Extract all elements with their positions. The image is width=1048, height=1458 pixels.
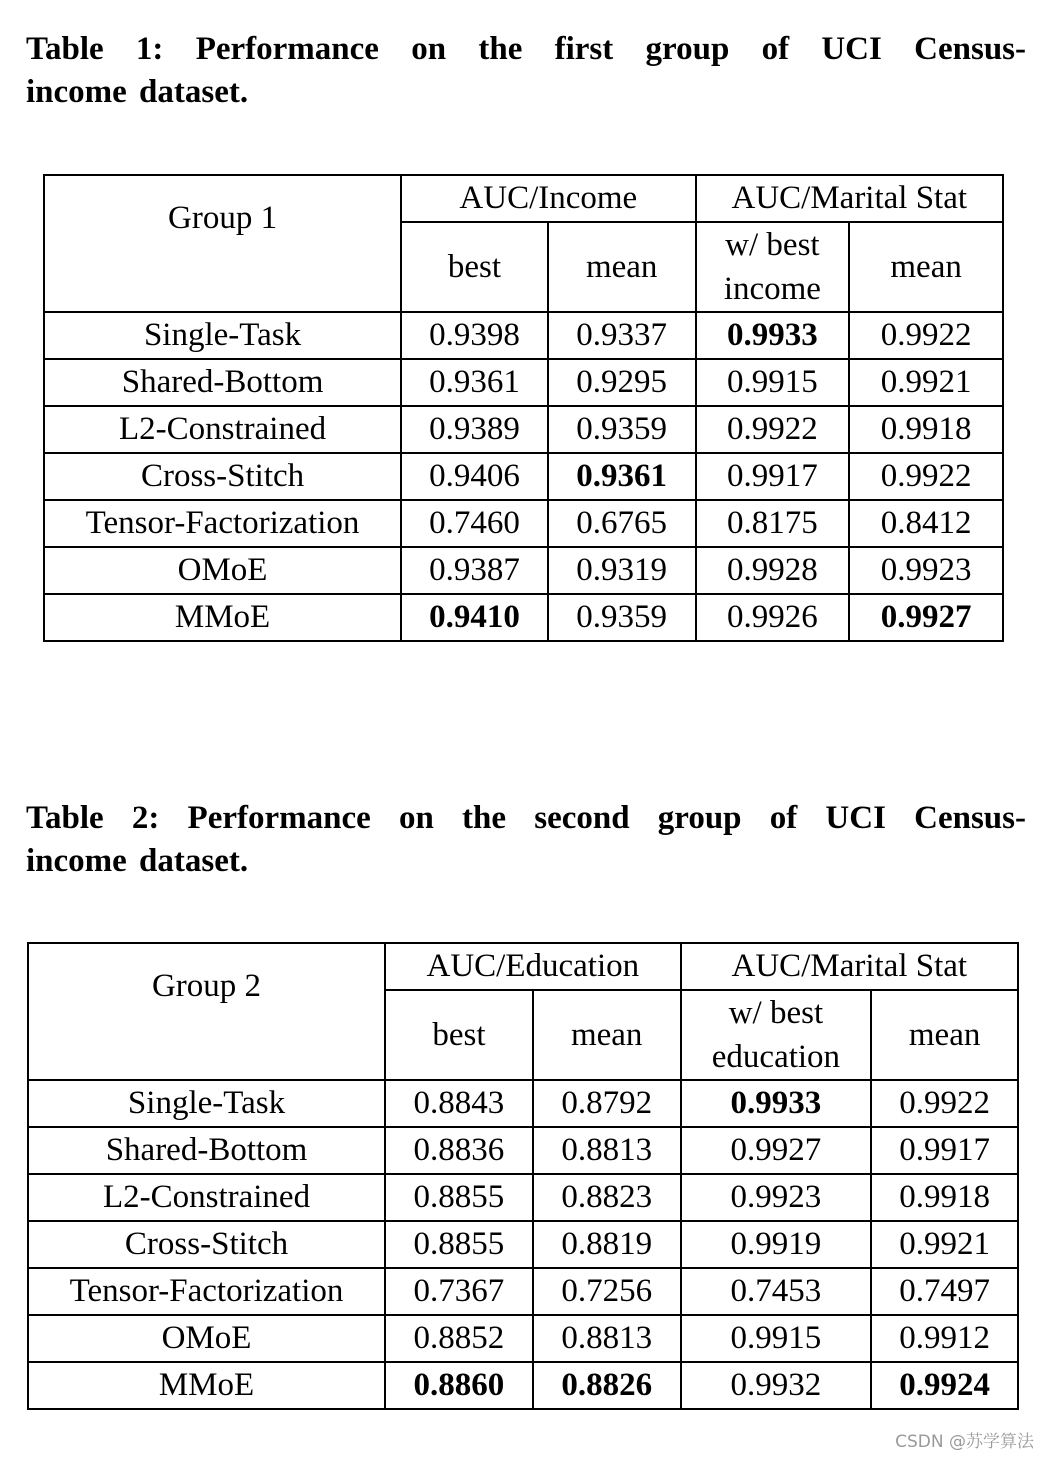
metric-cell: 0.9915 xyxy=(681,1315,872,1362)
metric-cell: 0.9932 xyxy=(681,1362,872,1409)
table1-caption-line2: income dataset. xyxy=(26,74,249,110)
group-label: Group 2 xyxy=(28,943,385,1080)
metric-cell: 0.9933 xyxy=(681,1080,872,1127)
model-name: Cross-Stitch xyxy=(28,1221,385,1268)
metric-cell: 0.9928 xyxy=(696,547,850,594)
metric-cell: 0.9922 xyxy=(849,453,1003,500)
group-label: Group 1 xyxy=(44,175,401,312)
metric-cell: 0.9922 xyxy=(871,1080,1018,1127)
table-row xyxy=(44,312,1003,359)
metric-cell: 0.9361 xyxy=(548,453,696,500)
watermark: CSDN @苏学算法 xyxy=(895,1432,1034,1452)
metric-cell: 0.9917 xyxy=(696,453,850,500)
model-name: Shared-Bottom xyxy=(28,1127,385,1174)
metric-cell: 0.8792 xyxy=(533,1080,681,1127)
metric-cell: 0.9921 xyxy=(871,1221,1018,1268)
metric-cell: 0.9319 xyxy=(548,547,696,594)
table2-caption-line1: Table 2: Performance on the second group of UCI Census- xyxy=(26,800,1026,836)
metric-cell: 0.8412 xyxy=(849,500,1003,547)
metric-cell: 0.7256 xyxy=(533,1268,681,1315)
table-row xyxy=(28,1268,1018,1315)
table-row xyxy=(28,1080,1018,1127)
metric-cell: 0.9918 xyxy=(849,406,1003,453)
subheader-mean-2: mean xyxy=(849,222,1003,312)
table-row xyxy=(28,1362,1018,1409)
table-row xyxy=(28,1221,1018,1268)
table2-caption xyxy=(26,797,1026,883)
model-name: L2-Constrained xyxy=(44,406,401,453)
metric-cell: 0.7460 xyxy=(401,500,548,547)
model-name: MMoE xyxy=(44,594,401,641)
metric-cell: 0.9917 xyxy=(871,1127,1018,1174)
metric-cell: 0.9915 xyxy=(696,359,850,406)
metric-cell: 0.9924 xyxy=(871,1362,1018,1409)
task1-header: AUC/Education xyxy=(385,943,681,990)
metric-cell: 0.9295 xyxy=(548,359,696,406)
metric-cell: 0.9926 xyxy=(696,594,850,641)
metric-cell: 0.9359 xyxy=(548,594,696,641)
subheader-mean-2: mean xyxy=(871,990,1018,1080)
metric-cell: 0.9922 xyxy=(849,312,1003,359)
metric-cell: 0.6765 xyxy=(548,500,696,547)
subheader-w-best-line1: w/ best xyxy=(725,227,820,263)
metric-cell: 0.9922 xyxy=(696,406,850,453)
model-name: Single-Task xyxy=(28,1080,385,1127)
subheader-w-best xyxy=(696,222,850,312)
metric-cell: 0.8826 xyxy=(533,1362,681,1409)
metric-cell: 0.9337 xyxy=(548,312,696,359)
metric-cell: 0.8860 xyxy=(385,1362,533,1409)
metric-cell: 0.9921 xyxy=(849,359,1003,406)
subheader-mean: mean xyxy=(548,222,696,312)
metric-cell: 0.8852 xyxy=(385,1315,533,1362)
model-name: L2-Constrained xyxy=(28,1174,385,1221)
table1-caption-line1: Table 1: Performance on the first group of UCI Census- xyxy=(26,31,1026,67)
metric-cell: 0.8855 xyxy=(385,1221,533,1268)
metric-cell: 0.9927 xyxy=(849,594,1003,641)
subheader-w-best-line2: education xyxy=(711,1039,841,1075)
table1-caption xyxy=(26,28,1026,114)
metric-cell: 0.9361 xyxy=(401,359,548,406)
metric-cell: 0.9389 xyxy=(401,406,548,453)
table-row xyxy=(28,1174,1018,1221)
metric-cell: 0.8813 xyxy=(533,1127,681,1174)
metric-cell: 0.9387 xyxy=(401,547,548,594)
table-row xyxy=(44,406,1003,453)
subheader-best: best xyxy=(385,990,533,1080)
subheader-mean: mean xyxy=(533,990,681,1080)
metric-cell: 0.9359 xyxy=(548,406,696,453)
metric-cell: 0.9410 xyxy=(401,594,548,641)
metric-cell: 0.8836 xyxy=(385,1127,533,1174)
table-row xyxy=(28,1315,1018,1362)
metric-cell: 0.8819 xyxy=(533,1221,681,1268)
metric-cell: 0.8823 xyxy=(533,1174,681,1221)
metric-cell: 0.9406 xyxy=(401,453,548,500)
metric-cell: 0.8175 xyxy=(696,500,850,547)
metric-cell: 0.9923 xyxy=(849,547,1003,594)
model-name: Single-Task xyxy=(44,312,401,359)
metric-cell: 0.8855 xyxy=(385,1174,533,1221)
table-row xyxy=(44,594,1003,641)
metric-cell: 0.7367 xyxy=(385,1268,533,1315)
metric-cell: 0.8843 xyxy=(385,1080,533,1127)
subheader-w-best-line2: income xyxy=(723,271,821,307)
metric-cell: 0.9912 xyxy=(871,1315,1018,1362)
table2 xyxy=(27,942,1019,1410)
model-name: MMoE xyxy=(28,1362,385,1409)
task2-header: AUC/Marital Stat xyxy=(696,175,1003,222)
table-row xyxy=(44,547,1003,594)
metric-cell: 0.9923 xyxy=(681,1174,872,1221)
table-row xyxy=(28,1127,1018,1174)
subheader-w-best-line1: w/ best xyxy=(728,995,824,1031)
metric-cell: 0.9919 xyxy=(681,1221,872,1268)
metric-cell: 0.9933 xyxy=(696,312,850,359)
metric-cell: 0.7453 xyxy=(681,1268,872,1315)
model-name: Cross-Stitch xyxy=(44,453,401,500)
table-row xyxy=(44,453,1003,500)
metric-cell: 0.8813 xyxy=(533,1315,681,1362)
table2-caption-line2: income dataset. xyxy=(26,843,249,879)
subheader-w-best xyxy=(681,990,872,1080)
task2-header: AUC/Marital Stat xyxy=(681,943,1018,990)
subheader-best: best xyxy=(401,222,548,312)
model-name: Shared-Bottom xyxy=(44,359,401,406)
metric-cell: 0.9927 xyxy=(681,1127,872,1174)
metric-cell: 0.9398 xyxy=(401,312,548,359)
task1-header: AUC/Income xyxy=(401,175,695,222)
model-name: Tensor-Factorization xyxy=(44,500,401,547)
model-name: Tensor-Factorization xyxy=(28,1268,385,1315)
table-row xyxy=(44,359,1003,406)
model-name: OMoE xyxy=(44,547,401,594)
table1 xyxy=(43,174,1004,642)
metric-cell: 0.7497 xyxy=(871,1268,1018,1315)
model-name: OMoE xyxy=(28,1315,385,1362)
table-row xyxy=(44,500,1003,547)
metric-cell: 0.9918 xyxy=(871,1174,1018,1221)
